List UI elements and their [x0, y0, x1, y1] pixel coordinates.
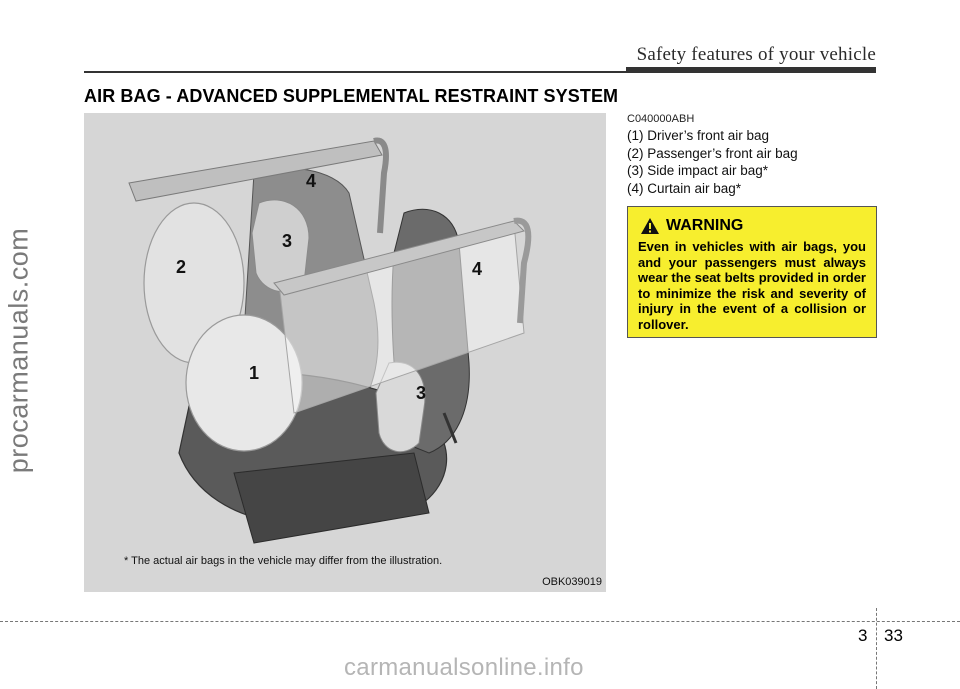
doc-code: C040000ABH: [627, 113, 695, 125]
callout-label: 3: [282, 231, 293, 251]
running-header: Safety features of your vehicle: [636, 44, 876, 65]
airbag-legend: [627, 127, 798, 197]
warning-header: [638, 217, 866, 235]
callout-label: 4: [306, 171, 317, 191]
illustration-code: OBK039019: [542, 576, 602, 588]
legend-item: (1) Driver’s front air bag: [627, 128, 770, 143]
section-title: AIR BAG - ADVANCED SUPPLEMENTAL RESTRAINT SYSTEM: [84, 86, 619, 106]
warning-text: Even in vehicles with air bags, you and your passengers must always wear the seat belts provided in order to minimize the risk and severity of injury in the event of a collision or rollover.: [638, 239, 866, 332]
warning-box: [627, 206, 877, 338]
callout-label: 3: [416, 383, 427, 403]
footer-divider: [876, 608, 877, 689]
illustration-note: * The actual air bags in the vehicle may differ from the illustration.: [124, 555, 443, 567]
warning-triangle-icon: [640, 217, 660, 235]
watermark-left: [2, 220, 36, 480]
footer-rule: [0, 621, 960, 622]
watermark-bottom: carmanualsonline.info: [344, 654, 584, 681]
watermark-left-text: procarmanuals.com: [3, 227, 34, 473]
callout-label: 1: [249, 363, 260, 383]
airbag-illustration: [84, 113, 606, 592]
callout-label: 4: [472, 259, 483, 279]
page-number: 33: [884, 626, 903, 645]
airbag-diagram: [84, 113, 606, 592]
legend-item: (2) Passenger’s front air bag: [627, 145, 798, 161]
warning-title: WARNING: [666, 217, 744, 234]
legend-item: (3) Side impact air bag*: [627, 163, 769, 178]
page-chapter: 3: [858, 626, 868, 645]
header-rule: [84, 71, 876, 73]
callout-label: 2: [176, 257, 187, 277]
legend-item: (4) Curtain air bag*: [627, 180, 742, 196]
